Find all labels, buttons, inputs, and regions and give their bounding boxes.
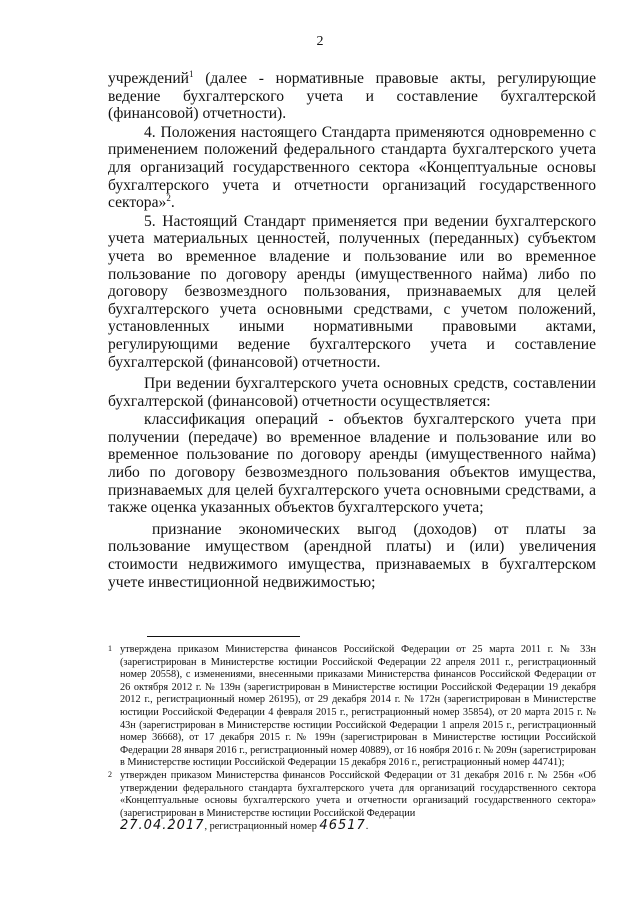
footnote-mark-1: 1 — [108, 644, 112, 653]
page-number: 2 — [316, 34, 324, 49]
paragraph-classification: классификация операций - объектов бухгалтерского учета при получении (передаче) во временное владение и пользование или во временное пользование по договору аренды (имущественного найма) либо по договору безвозмездного пользования объектов имущества, признаваемых для целей бухгалтерского учета основными средствами, а также оценка указанных объектов бухгалтерского учета; — [108, 411, 596, 517]
footnote-1: 1 утверждена приказом Министерства финансов Российской Федерации от 25 марта 2011 г. № 33н (зарегистрирован в Министерстве юстиции Российской Федерации 22 апреля 2011 г., регистрационный номер 20558), с изменениями, внесенными приказами Министерства финансов Российской Федерации от 26 октября 2012 г. № 139н (зарегистрирован в Министерстве юстиции Российской Федерации 19 декабря 2012 г., регистрационный номер 26195), от 29 декабря 2014 г. № 172н (зарегистрирован в Министерстве юстиции Российской Федерации 4 февраля 2015 г., регистрационный номер 35854), от 20 марта 2015 г. № 43н (зарегистрирован в Министерстве юстиции Российской Федерации 1 апреля 2015 г., регистрационный номер 36668), от 17 декабря 2015 г. № 199н (зарегистрирован в Министерстве юстиции Российской Федерации 28 января 2016 г., регистрационный номер 40889), от 16 ноября 2016 г. № 209н (зарегистрирован в Министерстве юстиции Российской Федерации 15 декабря 2016 г., регистрационный номер 44741); — [108, 644, 596, 769]
footnote-ref-1: 1 — [189, 68, 194, 79]
handwritten-date: 27.04.2017 — [120, 818, 205, 834]
paragraph-intro: При ведении бухгалтерского учета основных средств, составлении бухгалтерской (финансовой) отчетности осуществляется: — [108, 375, 596, 410]
document-body — [108, 70, 596, 591]
paragraph-4: 4. Положения настоящего Стандарта применяются одновременно с применением положений федерального стандарта бухгалтерского учета для организаций государственного сектора «Концептуальные основы бухгалтерского учета и отчетности организаций государственного сектора»$^2$. — [108, 123, 596, 212]
paragraph-5: 5. Настоящий Стандарт применяется при ведении бухгалтерского учета материальных ценностей, полученных (переданных) субъектом учета во временное владение и пользование или во временное пользование по договору аренды (имущественного найма) либо по договору безвозмездного пользования, признаваемых для целей бухгалтерского учета основными средствами, с учетом положений, установленных иными нормативными правовыми актами, регулирующими ведение бухгалтерского учета и составление бухгалтерской (финансовой) отчетности. — [108, 212, 596, 371]
footnotes — [108, 644, 596, 834]
footnote-mark-2: 2 — [108, 769, 112, 779]
paragraph-continuation: учреждений$^1$ (далее - нормативные правовые акты, регулирующие ведение бухгалтерского учета и составление бухгалтерской (финансовой) отчетности). — [108, 68, 596, 123]
footnote-divider — [147, 636, 300, 637]
handwritten-registration-number: 46517 — [319, 818, 366, 834]
paragraph-recognition: признание экономических выгод (доходов) от платы за пользование имуществом (арендной платы) и (или) увеличения стоимости недвижимого имущества, признаваемых в бухгалтерском учете инвестиционной недвижимостью; — [108, 520, 596, 591]
footnote-ref-2: 2 — [166, 192, 171, 203]
footnote-2: 2 утвержден приказом Министерства финансов Российской Федерации от 31 декабря 2016 г. № 256н «Об утверждении федерального стандарта бухгалтерского учета для организаций государственного сектора «Концептуальные основы бухгалтерского учета и отчетности организаций государственного сектора» (зарегистрирован в Министерстве юстиции Российской Федерации 27.04.2017, регистрационный номер 46517. — [108, 769, 596, 834]
